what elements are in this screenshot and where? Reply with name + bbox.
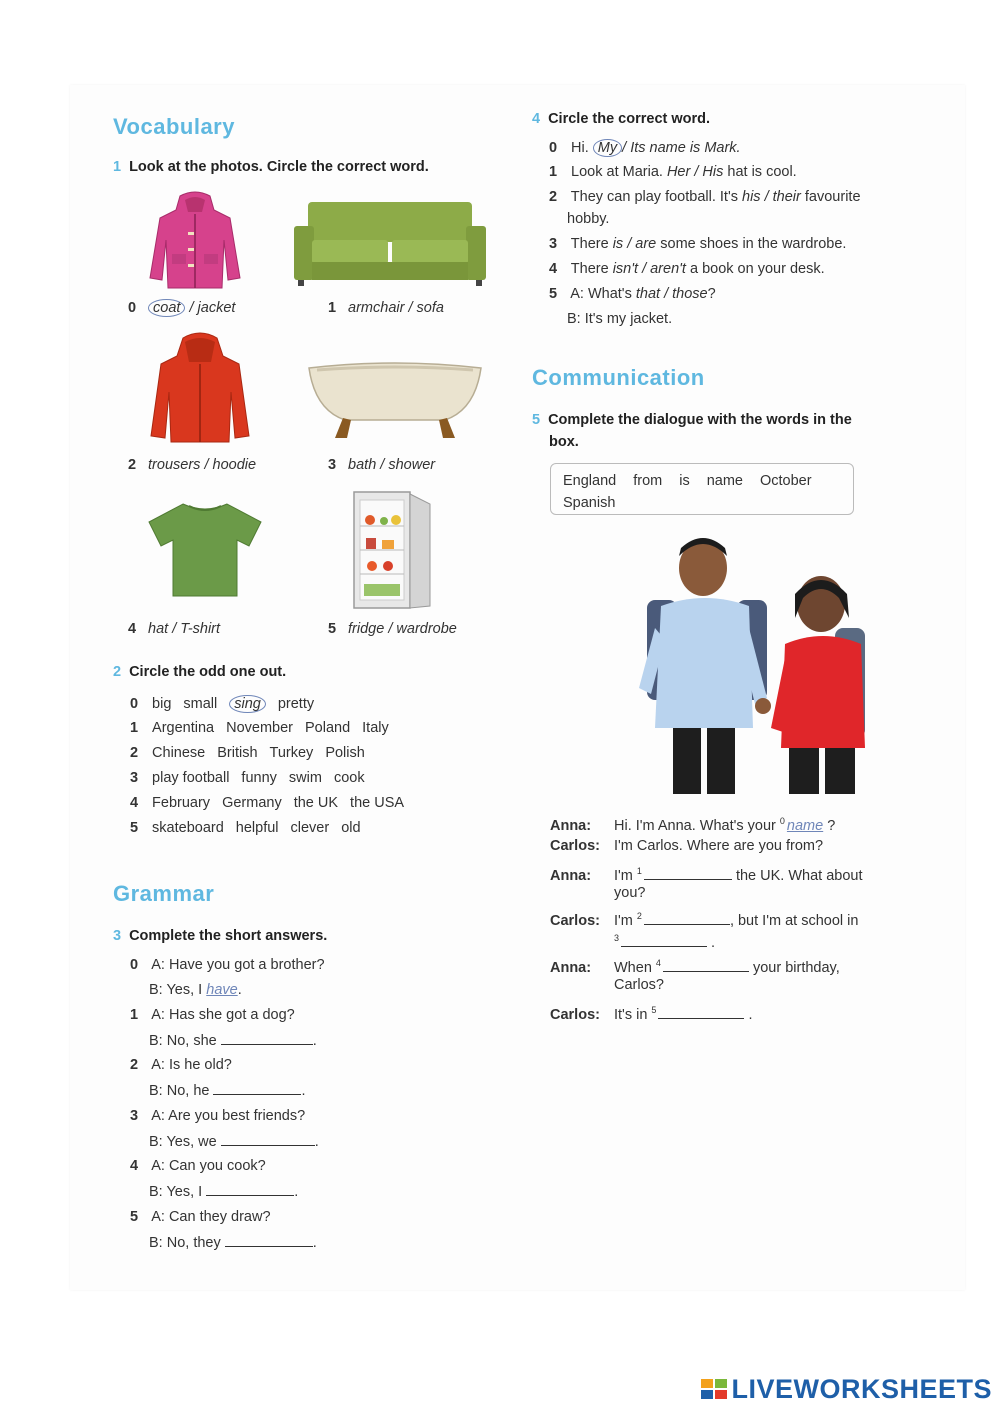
ex2-row-4: 4 February Germany the UK the USA [130, 795, 405, 811]
ex2-row-0: 0 big small sing pretty [130, 696, 315, 712]
tshirt-photo [145, 500, 265, 600]
ex1-item-3: 3 bath / shower [328, 457, 436, 473]
ex3-item-3-q: 3 A: Are you best friends? [130, 1108, 306, 1124]
ex3-blank-1[interactable] [221, 1032, 313, 1045]
ex1-item-0-circled[interactable]: coat [148, 299, 185, 317]
ex4-line-1: 1 Look at Maria. Her / His hat is cool. [549, 164, 797, 180]
dialogue-line-2: Carlos: I'm Carlos. Where are you from? [550, 838, 824, 854]
ex4-line-5: 5 A: What's that / those? [549, 286, 716, 302]
ex2-row-1: 1 Argentina November Poland Italy [130, 720, 389, 736]
dialogue-blank-4[interactable] [663, 959, 749, 972]
dialogue-blank-5[interactable] [658, 1006, 744, 1019]
dialogue-line-5: Anna: When $^4$ your birthday, [550, 958, 840, 976]
dialogue-line-6: Carlos: It's in $^5$ . [550, 1005, 753, 1023]
dialogue-line-5-cont: Carlos? [614, 977, 664, 993]
dialogue-answer-0[interactable]: name [786, 817, 824, 834]
ex4-line-3: 3 There is / are some shoes in the wardrobe. [549, 236, 847, 252]
fridge-photo [350, 488, 435, 613]
ex4-line-5-b: B: It's my jacket. [567, 311, 673, 327]
exercise-2-title: 2 Circle the odd one out. [113, 664, 287, 680]
coat-photo [140, 188, 250, 293]
grammar-heading: Grammar [113, 881, 215, 906]
ex1-item-1: 1 armchair / sofa [328, 300, 444, 316]
word-name: name [706, 473, 743, 489]
ex3-item-3-a: B: Yes, we . [149, 1134, 319, 1150]
ex3-item-1-q: 1 A: Has she got a dog? [130, 1007, 295, 1023]
hoodie-photo [145, 332, 255, 447]
ex3-blank-5[interactable] [225, 1234, 313, 1247]
logo-icon [701, 1377, 729, 1401]
word-box [550, 463, 854, 515]
ex3-blank-4[interactable] [206, 1183, 294, 1196]
ex1-item-0: 0 coat / jacket [128, 300, 236, 316]
ex1-item-4: 4 hat / T-shirt [128, 621, 221, 637]
exercise-3-title: 3 Complete the short answers. [113, 928, 328, 944]
students-photo [625, 528, 895, 798]
sofa-photo [290, 200, 490, 290]
word-spanish: Spanish [563, 495, 616, 511]
ex3-blank-2[interactable] [213, 1082, 301, 1095]
dialogue-line-4: Carlos: I'm $^2$ , but I'm at school in [550, 911, 859, 929]
exercise-1-title: 1 Look at the photos. Circle the correct word. [113, 159, 429, 175]
ex3-item-1-a: B: No, she . [149, 1033, 317, 1049]
ex1-item-5: 5 fridge / wardrobe [328, 621, 457, 637]
word-october: October [759, 473, 812, 489]
ex2-row-2: 2 Chinese British Turkey Polish [130, 745, 365, 761]
ex3-item-2-q: 2 A: Is he old? [130, 1057, 232, 1073]
ex4-line-2: 2 They can play football. It's his / their favourite [549, 189, 861, 205]
ex3-item-4-a: B: Yes, I . [149, 1184, 299, 1200]
ex4-line-0: 0 Hi. My / Its name is Mark. [549, 140, 741, 156]
ex3-item-4-q: 4 A: Can you cook? [130, 1158, 266, 1174]
word-from: from [633, 473, 663, 489]
ex3-item-2-a: B: No, he . [149, 1083, 306, 1099]
dialogue-blank-1[interactable] [644, 867, 732, 880]
word-england: England [563, 473, 617, 489]
ex1-item-2: 2 trousers / hoodie [128, 457, 257, 473]
ex3-item-0-a: B: Yes, I have. [149, 982, 242, 998]
dialogue-line-3-cont: you? [614, 885, 646, 901]
ex3-item-5-q: 5 A: Can they draw? [130, 1209, 271, 1225]
dialogue-blank-2[interactable] [644, 912, 730, 925]
ex3-blank-3[interactable] [221, 1133, 315, 1146]
exercise-5-title: 5 Complete the dialogue with the words in the [532, 412, 852, 428]
ex2-row-5: 5 skateboard helpful clever old [130, 820, 361, 836]
ex2-row-3: 3 play football funny swim cook [130, 770, 365, 786]
ex3-item-0-q: 0 A: Have you got a brother? [130, 957, 325, 973]
liveworksheets-logo: LIVEWORKSHEETS [701, 1374, 992, 1405]
vocabulary-heading: Vocabulary [113, 114, 235, 139]
dialogue-blank-3[interactable] [621, 934, 707, 947]
communication-heading: Communication [532, 365, 705, 390]
ex3-answer-0[interactable]: have [206, 982, 238, 998]
ex3-item-5-a: B: No, they . [149, 1235, 317, 1251]
exercise-4-title: 4 Circle the correct word. [532, 111, 711, 127]
ex4-line-4: 4 There isn't / aren't a book on your desk. [549, 261, 825, 277]
dialogue-line-1: Anna: Hi. I'm Anna. What's your $^0$ name ? [550, 816, 836, 834]
ex4-line-2-cont: hobby. [567, 211, 610, 227]
exercise-5-title-cont: box. [549, 434, 579, 450]
bath-photo [305, 360, 485, 445]
dialogue-line-3: Anna: I'm $^1$ the UK. What about [550, 866, 863, 884]
word-is: is [679, 473, 690, 489]
ex4-circled-0[interactable]: My [593, 139, 622, 157]
dialogue-line-4-cont: $^3$ . [614, 933, 716, 951]
